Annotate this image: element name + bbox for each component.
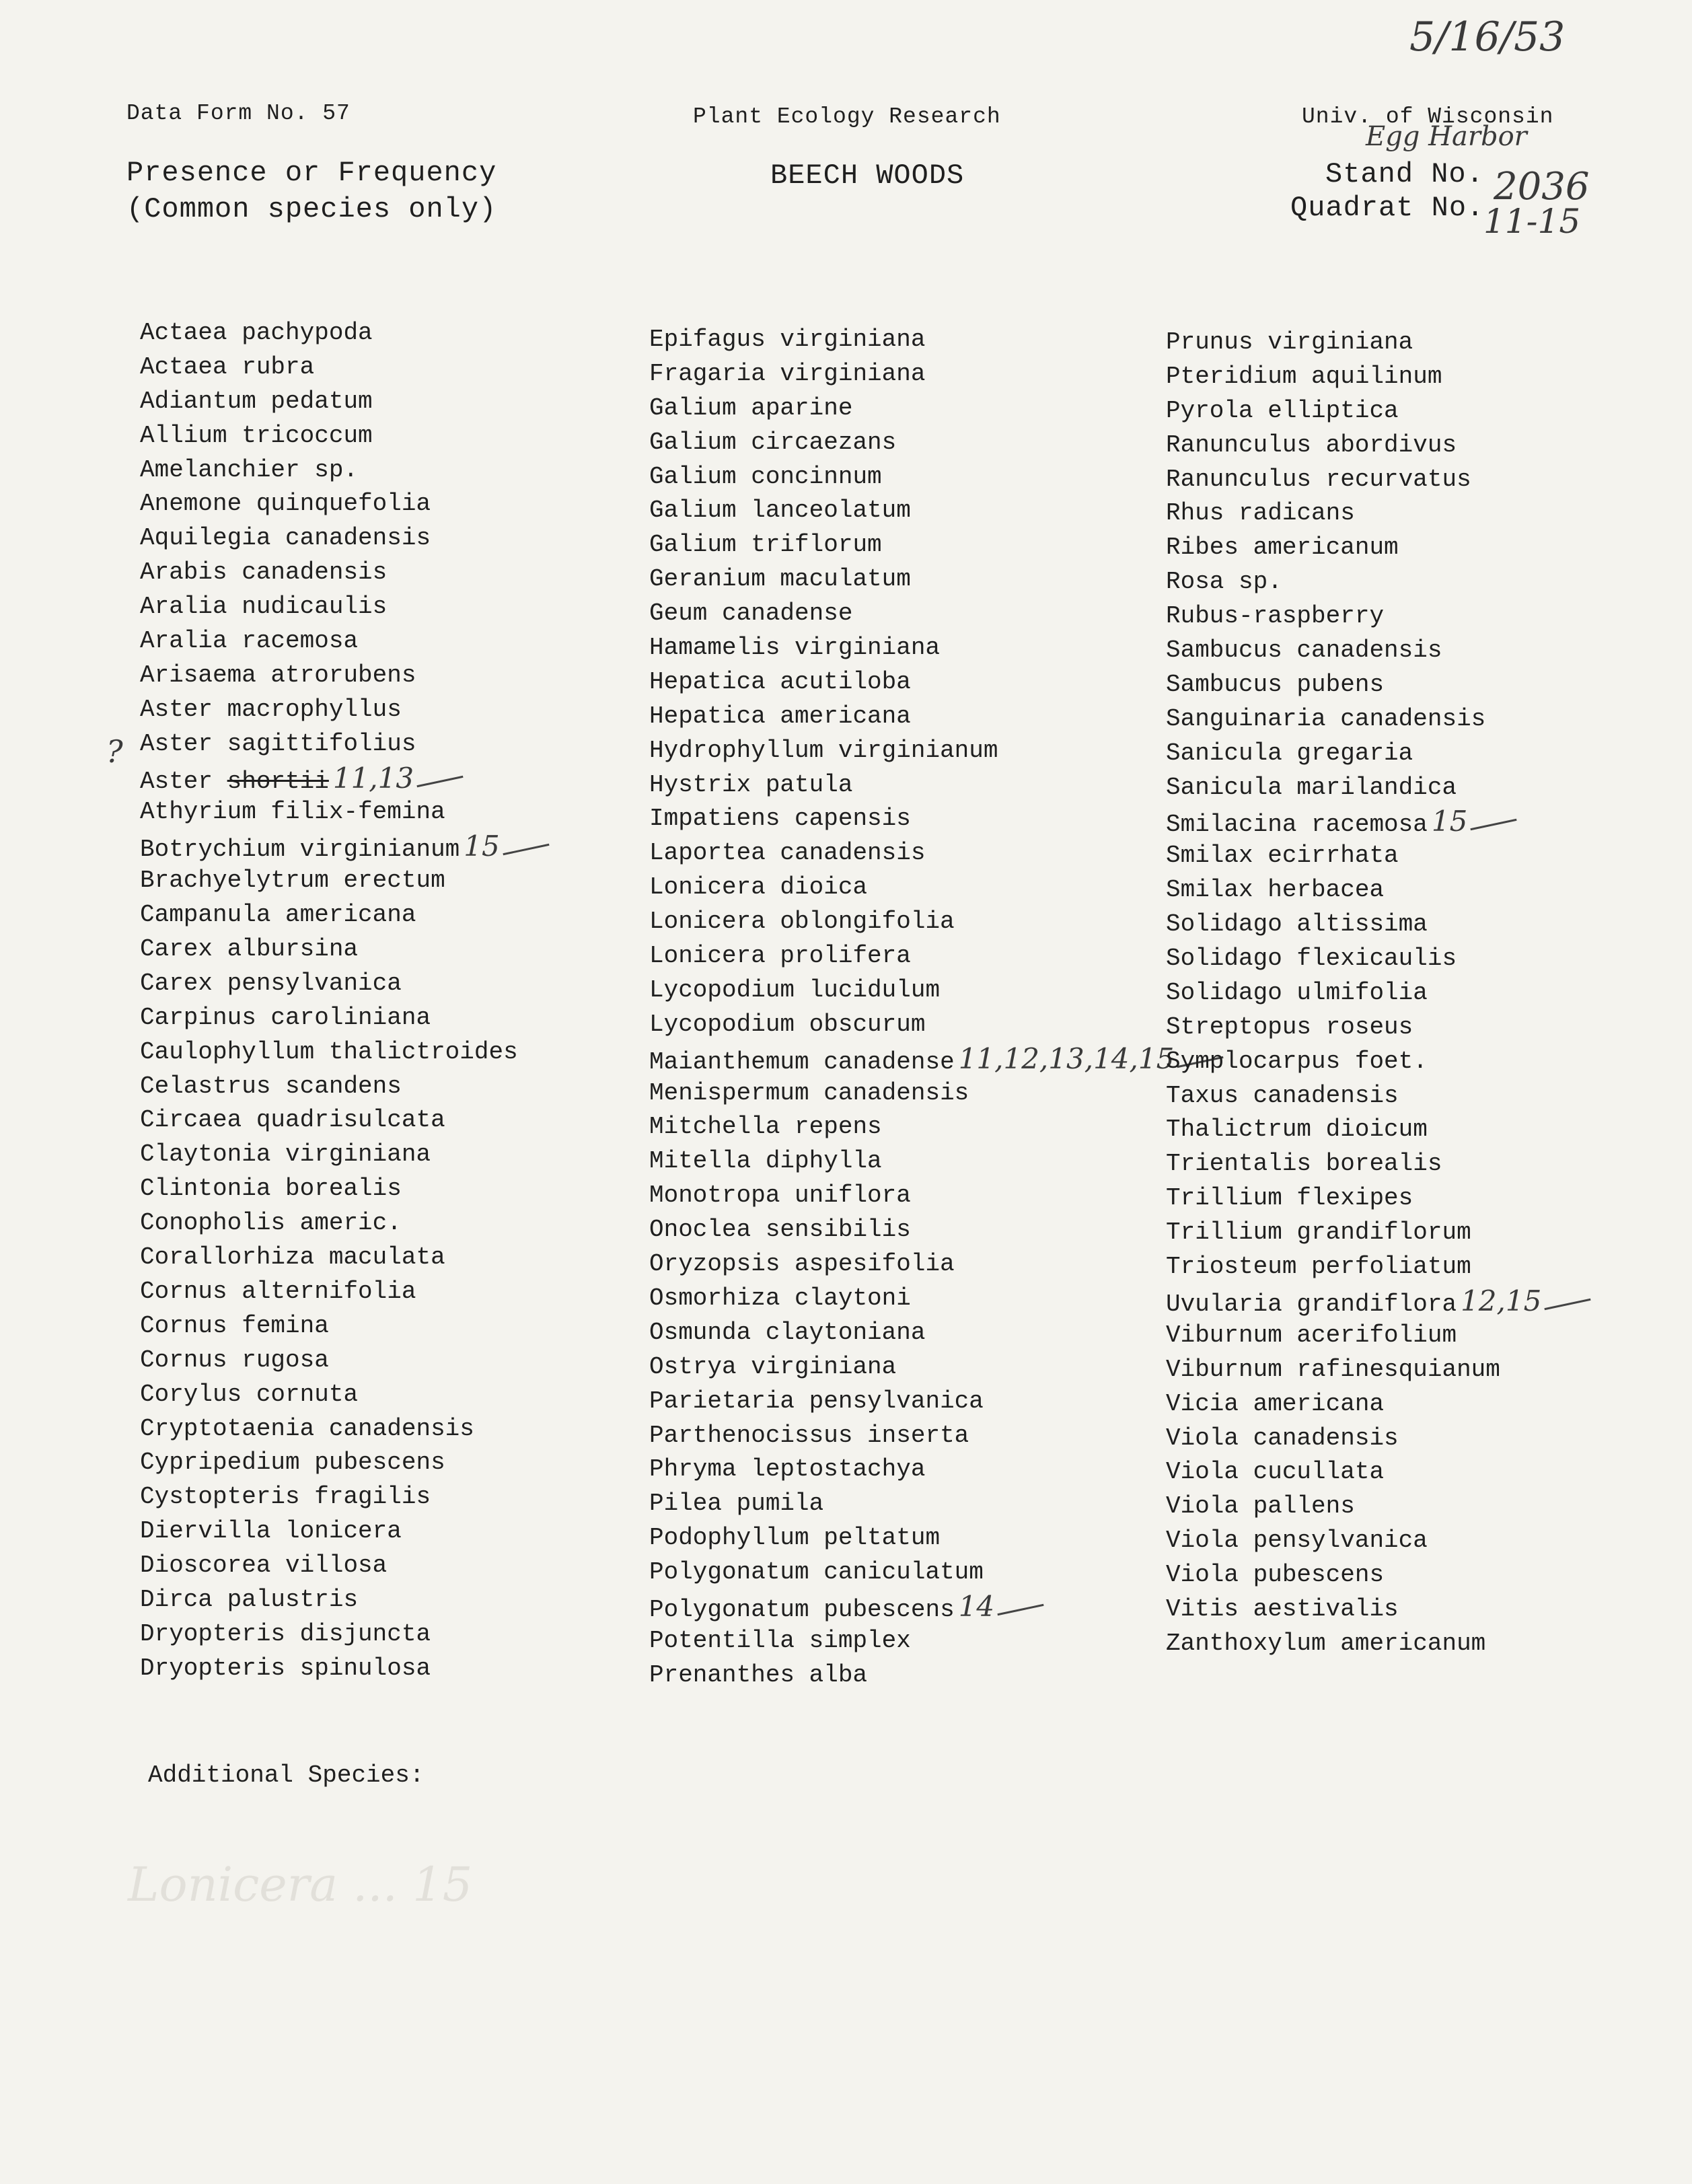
species-row	[1166, 429, 1591, 463]
species-row	[649, 1213, 1224, 1247]
handwritten-location: Egg Harbor	[1366, 121, 1527, 152]
handwritten-dash	[503, 844, 549, 855]
species-row	[649, 1590, 1224, 1624]
species-row	[1166, 737, 1591, 771]
species-name: Celastrus scandens	[140, 1072, 402, 1100]
species-row	[1166, 668, 1591, 702]
species-name: Corallorhiza maculata	[140, 1243, 445, 1272]
species-name: Geum canadense	[649, 599, 853, 628]
species-name: Galium lanceolatum	[649, 497, 911, 525]
species-row	[140, 590, 550, 624]
species-row	[140, 933, 550, 967]
species-name: Circaea quadrisulcata	[140, 1106, 445, 1134]
species-row	[1166, 942, 1591, 976]
species-name: Onoclea sensibilis	[649, 1216, 911, 1244]
species-row	[140, 487, 550, 521]
species-row	[140, 624, 550, 659]
species-name: Vitis aestivalis	[1166, 1595, 1399, 1623]
species-row	[140, 453, 550, 488]
species-name: Uvularia grandiflora	[1166, 1290, 1457, 1318]
species-name: Dioscorea villosa	[140, 1552, 388, 1580]
species-row	[1166, 599, 1591, 634]
species-name: Lycopodium lucidulum	[649, 976, 941, 1004]
species-row	[1166, 1455, 1591, 1490]
species-name: Claytonia virginiana	[140, 1140, 431, 1169]
species-name: Galium circaezans	[649, 428, 897, 456]
species-name: Ribes americanum	[1166, 534, 1399, 562]
species-name: Campanula americana	[140, 901, 416, 929]
species-row	[140, 351, 550, 385]
species-row	[140, 316, 550, 351]
species-name: Adiantum pedatum	[140, 387, 373, 415]
species-row	[649, 1556, 1224, 1590]
species-row	[1166, 1627, 1591, 1661]
species-row	[649, 1659, 1224, 1693]
species-name: Viburnum rafinesquianum	[1166, 1355, 1500, 1383]
species-name: Fragaria virginiana	[649, 359, 926, 388]
species-row	[649, 974, 1224, 1008]
species-name: Aquilegia canadensis	[140, 524, 431, 552]
species-name: Diervilla lonicera	[140, 1517, 402, 1545]
species-name: Aster sagittifolius	[140, 729, 416, 758]
additional-species-label: Additional Species:	[148, 1761, 425, 1789]
species-name: Trillium flexipes	[1166, 1184, 1413, 1212]
species-row	[140, 693, 550, 727]
handwritten-quadrat-note: 14	[958, 1589, 995, 1623]
species-name: Polygonatum caniculatum	[649, 1558, 984, 1587]
species-name: Maianthemum canadense	[649, 1048, 955, 1076]
species-row	[140, 1070, 550, 1104]
community-title: BEECH WOODS	[770, 159, 965, 192]
species-name: Sanicula gregaria	[1166, 739, 1413, 767]
species-row	[649, 357, 1224, 392]
species-name: Laportea canadensis	[649, 839, 926, 867]
species-name: Sanicula marilandica	[1166, 773, 1457, 801]
species-name: Triosteum perfoliatum	[1166, 1253, 1471, 1281]
species-row	[649, 460, 1224, 495]
species-name: Taxus canadensis	[1166, 1081, 1399, 1109]
species-row	[140, 1172, 550, 1206]
species-name: Viola pallens	[1166, 1492, 1355, 1521]
species-name: Cypripedium pubescens	[140, 1449, 445, 1477]
species-name: Arabis canadensis	[140, 558, 388, 587]
species-name: Impatiens capensis	[649, 805, 911, 833]
species-row	[649, 871, 1224, 905]
species-name: Cornus alternifolia	[140, 1277, 416, 1305]
species-name: Hystrix patula	[649, 770, 853, 799]
species-row	[140, 385, 550, 419]
species-name: Cystopteris fragilis	[140, 1483, 431, 1511]
species-row	[140, 830, 550, 864]
species-row	[140, 1480, 550, 1515]
species-row	[140, 1549, 550, 1583]
species-name: Aralia racemosa	[140, 627, 359, 655]
species-name: Polygonatum pubescens	[649, 1595, 955, 1624]
species-name: Smilax herbacea	[1166, 876, 1385, 904]
species-name: Zanthoxylum americanum	[1166, 1629, 1486, 1657]
species-row	[649, 700, 1224, 734]
species-row	[1166, 1558, 1591, 1593]
species-row	[649, 1282, 1224, 1316]
species-name: Allium tricoccum	[140, 421, 373, 449]
species-name: Viola pensylvanica	[1166, 1527, 1428, 1555]
species-row	[140, 556, 550, 590]
species-row	[1166, 1387, 1591, 1422]
species-name: Parietaria pensylvanica	[649, 1387, 984, 1415]
species-row	[1166, 1011, 1591, 1045]
species-row	[1166, 1524, 1591, 1558]
species-row	[1166, 531, 1591, 565]
species-row	[1166, 976, 1591, 1011]
species-name: Arisaema atrorubens	[140, 661, 416, 689]
species-name: Prenanthes alba	[649, 1661, 868, 1689]
species-name: Hamamelis virginiana	[649, 634, 941, 662]
species-name: Corylus cornuta	[140, 1380, 359, 1408]
species-name: Solidago ulmifolia	[1166, 978, 1428, 1007]
species-row	[140, 1103, 550, 1138]
species-row	[140, 1617, 550, 1652]
species-name: Pilea pumila	[649, 1490, 824, 1518]
species-name: Trientalis borealis	[1166, 1150, 1442, 1178]
species-name: Solidago flexicaulis	[1166, 945, 1457, 973]
species-row	[1166, 1284, 1591, 1319]
species-name: Geranium maculatum	[649, 565, 911, 593]
species-row	[1166, 1147, 1591, 1181]
species-name: Galium aparine	[649, 394, 853, 422]
species-name: Sambucus canadensis	[1166, 636, 1442, 665]
species-name: Sambucus pubens	[1166, 670, 1385, 698]
species-name: Dryopteris spinulosa	[140, 1654, 431, 1682]
species-name: Parthenocissus inserta	[649, 1421, 969, 1449]
species-name: Conopholis americ.	[140, 1209, 402, 1237]
species-name: Solidago altissima	[1166, 910, 1428, 939]
species-row	[649, 836, 1224, 871]
species-name: Hepatica acutiloba	[649, 667, 911, 696]
species-name: Actaea rubra	[140, 353, 315, 381]
species-row	[140, 1515, 550, 1549]
species-row	[1166, 1079, 1591, 1114]
species-row	[1166, 1422, 1591, 1456]
species-row	[1166, 805, 1591, 839]
species-row	[649, 768, 1224, 803]
handwritten-dash	[1545, 1299, 1591, 1310]
species-name: Carex albursina	[140, 935, 359, 963]
handwritten-dash	[998, 1604, 1044, 1615]
species-name: Caulophyllum thalictroides	[140, 1038, 518, 1066]
species-row	[649, 1077, 1224, 1111]
species-row	[649, 494, 1224, 528]
species-row	[1166, 839, 1591, 873]
species-name: Epifagus virginiana	[649, 326, 926, 353]
species-column-2	[649, 323, 1224, 1693]
species-row	[649, 802, 1224, 836]
species-row	[649, 562, 1224, 597]
species-name: Osmorhiza claytoni	[649, 1284, 911, 1312]
stand-label: Stand No.	[1325, 158, 1484, 190]
species-name: Viola pubescens	[1166, 1561, 1385, 1589]
species-row	[649, 392, 1224, 426]
faint-pencil-note: Lonicera ... 15	[128, 1857, 473, 1912]
species-row	[140, 1309, 550, 1344]
species-row	[1166, 873, 1591, 908]
species-row	[140, 898, 550, 933]
handwritten-question-mark: ?	[106, 733, 123, 770]
species-row	[1166, 497, 1591, 531]
species-name: Galium triflorum	[649, 531, 882, 559]
species-row	[140, 1138, 550, 1172]
species-row	[649, 1179, 1224, 1213]
species-name: Osmunda claytoniana	[649, 1318, 926, 1346]
species-row	[649, 597, 1224, 631]
species-name: Oryzopsis aspesifolia	[649, 1250, 955, 1278]
form-title-line1: Presence or Frequency	[126, 157, 497, 189]
species-row	[140, 762, 550, 796]
handwritten-quadrat-note: 12,15	[1461, 1284, 1542, 1317]
species-row	[649, 1110, 1224, 1144]
species-row	[1166, 1490, 1591, 1524]
species-row	[649, 1624, 1224, 1659]
species-name: Smilax ecirrhata	[1166, 842, 1399, 870]
handwritten-dash	[417, 775, 464, 787]
species-row	[140, 1652, 550, 1686]
species-name: Cornus rugosa	[140, 1346, 329, 1374]
quadrat-label: Quadrat No.	[1290, 192, 1485, 224]
species-column-1	[140, 316, 550, 1686]
species-name: Lonicera prolifera	[649, 942, 911, 970]
species-row	[1166, 702, 1591, 737]
species-row	[1166, 1353, 1591, 1387]
handwritten-dash	[1471, 819, 1517, 830]
species-name: Carex pensylvanica	[140, 969, 402, 997]
species-row	[649, 1316, 1224, 1350]
species-name: Phryma leptostachya	[649, 1455, 926, 1484]
species-row	[1166, 1045, 1591, 1079]
species-row	[649, 1247, 1224, 1282]
species-row	[649, 1419, 1224, 1453]
species-row	[140, 795, 550, 830]
species-row	[649, 426, 1224, 460]
form-title-line2: (Common species only)	[126, 193, 497, 225]
species-row	[649, 1385, 1224, 1419]
species-row	[649, 528, 1224, 562]
species-name: Cryptotaenia canadensis	[140, 1414, 474, 1443]
species-name: Hydrophyllum virginianum	[649, 736, 998, 764]
species-name: Brachyelytrum erectum	[140, 867, 445, 895]
species-name: Dryopteris disjuncta	[140, 1619, 431, 1648]
handwritten-date: 5/16/53	[1409, 13, 1566, 61]
handwritten-stand-no: 2036	[1494, 165, 1590, 209]
species-row	[140, 521, 550, 556]
species-name: Lonicera dioica	[649, 873, 868, 902]
handwritten-quadrat-note: 15	[1431, 805, 1468, 838]
species-row	[649, 631, 1224, 665]
species-row	[1166, 634, 1591, 668]
species-row	[140, 1344, 550, 1378]
species-row	[649, 905, 1224, 939]
species-name: Clintonia borealis	[140, 1175, 402, 1203]
form-number: Data Form No. 57	[126, 101, 351, 126]
species-name: Actaea pachypoda	[140, 319, 373, 347]
species-row	[140, 1206, 550, 1241]
species-name: Rosa sp.	[1166, 568, 1282, 596]
species-name: Prunus virginiana	[1166, 328, 1413, 356]
species-row	[140, 1001, 550, 1035]
species-row	[1166, 771, 1591, 805]
species-name: Ranunculus recurvatus	[1166, 465, 1471, 493]
species-row	[1166, 1216, 1591, 1250]
species-row	[649, 1521, 1224, 1556]
species-name: Sanguinaria canadensis	[1166, 704, 1486, 733]
species-name: Pteridium aquilinum	[1166, 362, 1442, 390]
university-name: Univ. of Wisconsin	[1302, 104, 1554, 129]
handwritten-quadrat-note: 15	[464, 830, 500, 863]
species-name: Galium concinnum	[649, 462, 882, 490]
species-name: Cornus femina	[140, 1311, 329, 1340]
species-name: Streptopus roseus	[1166, 1013, 1413, 1041]
species-row	[140, 967, 550, 1001]
species-row	[649, 665, 1224, 700]
species-row	[140, 727, 550, 762]
species-row	[649, 1042, 1224, 1077]
species-row	[140, 864, 550, 898]
species-name: Rhus radicans	[1166, 499, 1355, 527]
species-name: Carpinus caroliniana	[140, 1003, 431, 1031]
species-name: Botrychium virginianum	[140, 836, 460, 864]
species-row	[649, 939, 1224, 974]
species-row	[649, 1144, 1224, 1179]
species-name: Monotropa uniflora	[649, 1181, 911, 1210]
species-row	[649, 734, 1224, 768]
species-row	[649, 1487, 1224, 1521]
species-row	[1166, 463, 1591, 497]
species-name: Potentilla simplex	[649, 1626, 911, 1654]
struck-text: shortii	[227, 767, 329, 795]
org-name: Plant Ecology Research	[693, 104, 1001, 129]
species-name: Aralia nudicaulis	[140, 593, 388, 621]
species-name: Aster macrophyllus	[140, 695, 402, 723]
species-row	[140, 1446, 550, 1480]
species-row	[649, 1008, 1224, 1042]
species-row	[1166, 1319, 1591, 1353]
species-row	[1166, 394, 1591, 429]
handwritten-quadrat-note: 11,13	[332, 761, 414, 795]
species-row	[140, 1275, 550, 1309]
species-name: Lonicera oblongifolia	[649, 908, 955, 936]
species-name: Symplocarpus foet.	[1166, 1047, 1428, 1075]
species-row	[1166, 360, 1591, 394]
species-name: Dirca palustris	[140, 1585, 359, 1613]
species-name: Viola cucullata	[1166, 1458, 1385, 1486]
species-name: Thalictrum dioicum	[1166, 1116, 1428, 1144]
species-row	[140, 1412, 550, 1447]
species-name: Anemone quinquefolia	[140, 490, 431, 518]
species-name: Athyrium filix-femina	[140, 798, 445, 826]
species-name: Mitchella repens	[649, 1113, 882, 1141]
species-column-3	[1166, 326, 1591, 1661]
species-name: Mitella diphylla	[649, 1147, 882, 1175]
species-row	[649, 323, 1224, 357]
species-name: Aster	[140, 767, 227, 795]
species-name: Lycopodium obscurum	[649, 1010, 926, 1038]
species-row	[140, 1583, 550, 1617]
handwritten-quadrat-note: 11,12,13,14,15	[958, 1042, 1175, 1075]
species-row	[140, 1241, 550, 1275]
species-name: Ranunculus abordivus	[1166, 431, 1457, 459]
species-name: Viburnum acerifolium	[1166, 1321, 1457, 1349]
species-name: Pyrola elliptica	[1166, 396, 1399, 425]
species-row	[1166, 565, 1591, 599]
species-row	[1166, 1181, 1591, 1216]
species-row	[1166, 1593, 1591, 1627]
species-name: Smilacina racemosa	[1166, 811, 1428, 839]
species-row	[140, 419, 550, 453]
species-name: Amelanchier sp.	[140, 456, 359, 484]
species-row	[140, 659, 550, 693]
species-name: Viola canadensis	[1166, 1424, 1399, 1452]
species-row	[1166, 1113, 1591, 1147]
handwritten-quadrat-no: 11-15	[1483, 202, 1581, 241]
species-row	[140, 1035, 550, 1070]
species-name: Vicia americana	[1166, 1389, 1385, 1418]
species-name: Podophyllum peltatum	[649, 1524, 941, 1552]
species-name: Menispermum canadensis	[649, 1079, 969, 1107]
species-row	[649, 1350, 1224, 1385]
species-name: Trillium grandiflorum	[1166, 1218, 1471, 1247]
species-row	[649, 1453, 1224, 1487]
species-name: Ostrya virginiana	[649, 1352, 897, 1381]
species-row	[140, 1378, 550, 1412]
species-row	[1166, 1250, 1591, 1284]
species-row	[1166, 908, 1591, 942]
species-name: Hepatica americana	[649, 702, 911, 730]
species-row	[1166, 326, 1591, 360]
species-name: Rubus-raspberry	[1166, 602, 1385, 630]
